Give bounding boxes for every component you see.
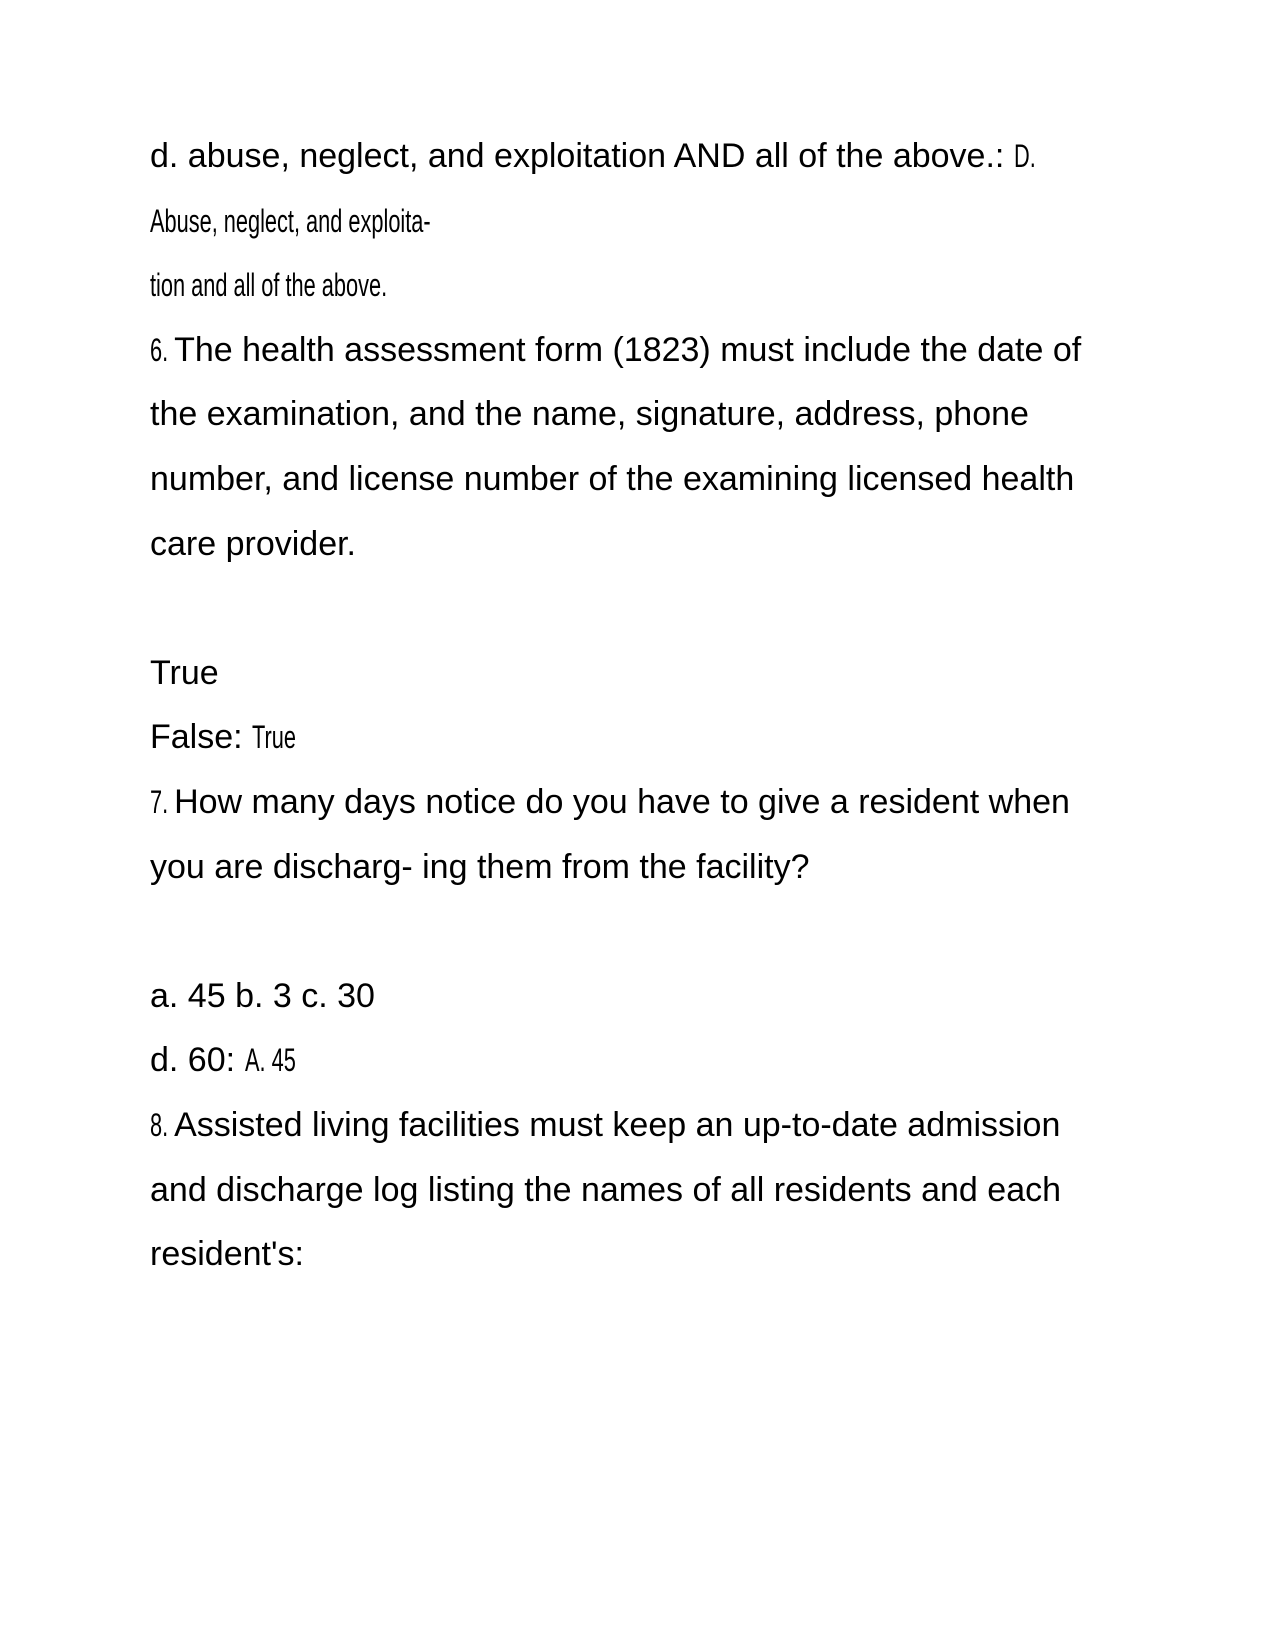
document-body: [150, 124, 1150, 1287]
question-text-segment: True: [150, 653, 219, 692]
text-line: [150, 835, 1150, 900]
answer-text-segment: 8.: [150, 1106, 175, 1143]
answer-text-segment: D.: [1013, 138, 1036, 174]
text-line: [150, 576, 1150, 641]
question-text-segment: d. 60:: [150, 1041, 245, 1080]
text-line: [150, 770, 1150, 835]
text-line: [150, 1028, 1150, 1093]
text-line: [150, 641, 1150, 706]
answer-text-segment: 6.: [150, 331, 175, 368]
answer-text-segment: tion and all of the above.: [150, 267, 388, 304]
question-text-segment: you are discharg- ing them from the facility?: [150, 847, 810, 886]
question-text-segment: and discharge log listing the names of all residents and each: [150, 1170, 1062, 1209]
question-text-segment: care provider.: [150, 524, 356, 563]
text-line: [150, 382, 1150, 447]
text-line: [150, 318, 1150, 383]
text-line: [150, 964, 1150, 1029]
answer-text-segment: Abuse, neglect, and exploita-: [150, 202, 431, 239]
answer-text-segment: True: [252, 719, 296, 756]
text-line: [150, 253, 1150, 318]
answer-text-segment: 7.: [150, 783, 175, 820]
text-line: [150, 899, 1150, 964]
text-line: [150, 189, 1150, 254]
question-text-segment: False:: [150, 718, 253, 757]
question-text-segment: How many days notice do you have to give a resident when: [174, 782, 1070, 821]
question-text-segment: d. abuse, neglect, and exploitation AND all of the above.:: [150, 137, 1014, 175]
answer-text-segment: A. 45: [244, 1042, 296, 1079]
question-text-segment: the examination, and the name, signature, address, phone: [150, 395, 1029, 434]
text-line: [150, 124, 1150, 189]
text-line: [150, 705, 1150, 770]
text-line: [150, 447, 1150, 512]
question-text-segment: a. 45 b. 3 c. 30: [150, 976, 375, 1015]
question-text-segment: Assisted living facilities must keep an up-to-date admission: [174, 1105, 1061, 1144]
question-text-segment: The health assessment form (1823) must include the date of: [174, 330, 1082, 369]
text-line: [150, 1158, 1150, 1223]
text-line: [150, 1093, 1150, 1158]
text-line: [150, 512, 1150, 577]
text-line: [150, 1222, 1150, 1287]
question-text-segment: number, and license number of the examining licensed health: [150, 459, 1075, 498]
question-text-segment: resident's:: [150, 1235, 304, 1274]
